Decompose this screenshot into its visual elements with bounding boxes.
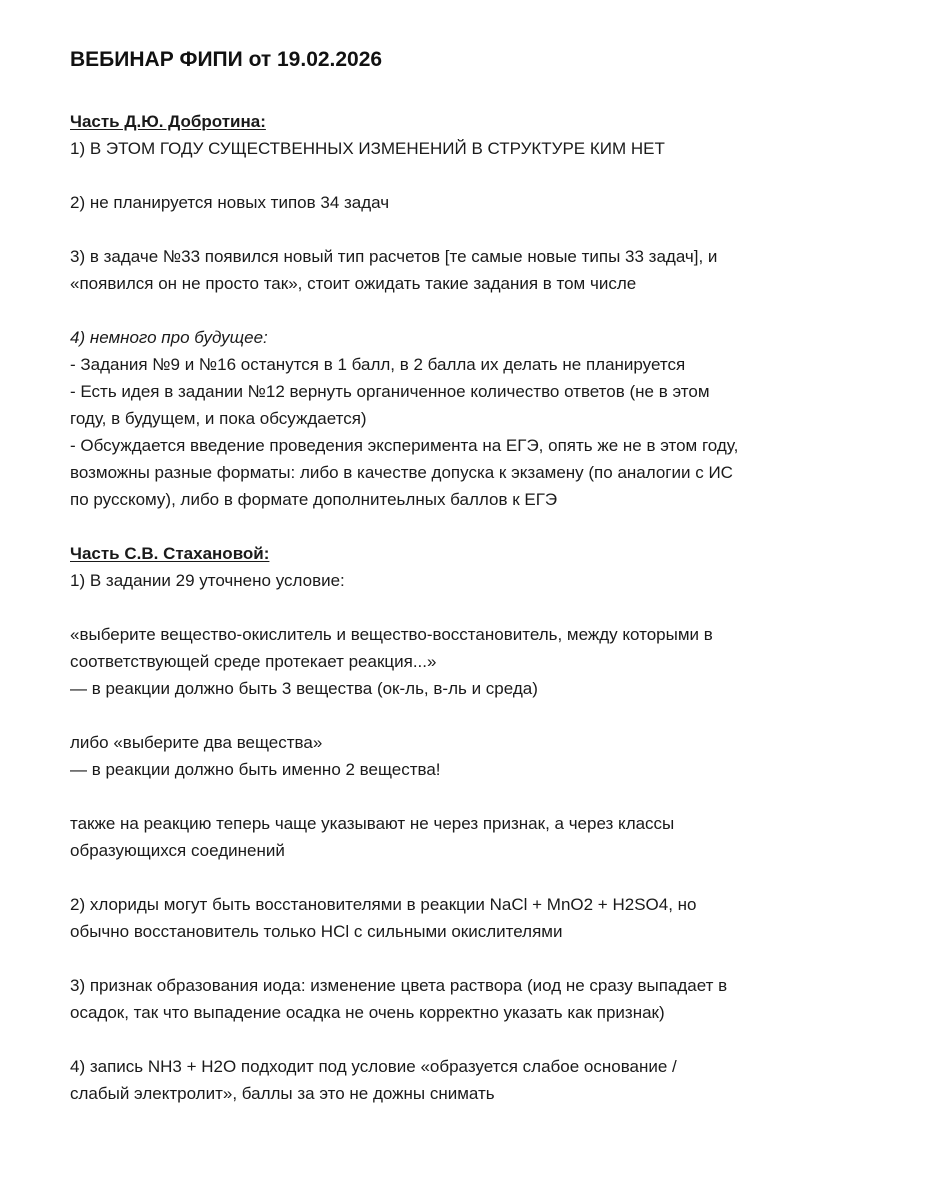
- list-item-continuation: году, в будущем, и пока обсуждается): [70, 409, 367, 428]
- spacer: [70, 945, 860, 972]
- section-heading-stakhanova: Часть С.В. Стахановой:: [70, 544, 270, 563]
- paragraph-line: обычно восстановитель только HCl с сильными окислителями: [70, 922, 563, 941]
- paragraph-line: — в реакции должно быть 3 вещества (ок-ль, в-ль и среда): [70, 679, 538, 698]
- paragraph: 2) не планируется новых типов 34 задач: [70, 193, 390, 212]
- spacer: [70, 297, 860, 324]
- spacer: [70, 216, 860, 243]
- spacer: [70, 783, 860, 810]
- list-item-continuation: возможны разные форматы: либо в качестве допуска к экзамену (по аналогии с ИС: [70, 463, 733, 482]
- paragraph-line: — в реакции должно быть именно 2 вещества!: [70, 760, 441, 779]
- paragraph-line: 3) признак образования иода: изменение цвета раствора (иод не сразу выпадает в: [70, 976, 728, 995]
- list-item: - Есть идея в задании №12 вернуть органиченное количество ответов (не в этом: [70, 382, 710, 401]
- paragraph-line: либо «выберите два вещества»: [70, 733, 323, 752]
- document-body: [70, 108, 860, 1107]
- quote-line: соответствующей среде протекает реакция...»: [70, 652, 437, 671]
- paragraph-line: 2) хлориды могут быть восстановителями в реакции NaCl + MnO2 + H2SO4, но: [70, 895, 697, 914]
- paragraph-line: «появился он не просто так», стоит ожидать такие задания в том числе: [70, 274, 637, 293]
- spacer: [70, 162, 860, 189]
- spacer: [70, 864, 860, 891]
- paragraph-line: также на реакцию теперь чаще указывают не через признак, а через классы: [70, 814, 675, 833]
- paragraph-line: осадок, так что выпадение осадка не очень корректно указать как признак): [70, 1003, 665, 1022]
- spacer: [70, 1026, 860, 1053]
- list-item-continuation: по русскому), либо в формате дополнитеьлных баллов к ЕГЭ: [70, 490, 558, 509]
- spacer: [70, 513, 860, 540]
- paragraph-line: 3) в задаче №33 появился новый тип расчетов [те самые новые типы 33 задач], и: [70, 247, 718, 266]
- spacer: [70, 702, 860, 729]
- document-title: ВЕБИНАР ФИПИ от 19.02.2026: [70, 48, 383, 71]
- paragraph: 1) В ЭТОМ ГОДУ СУЩЕСТВЕННЫХ ИЗМЕНЕНИЙ В СТРУКТУРЕ КИМ НЕТ: [70, 139, 665, 158]
- paragraph: 1) В задании 29 уточнено условие:: [70, 571, 345, 590]
- list-item: - Обсуждается введение проведения эксперимента на ЕГЭ, опять же не в этом году,: [70, 436, 739, 455]
- paragraph-line: образующихся соединений: [70, 841, 285, 860]
- section-heading-dobrotin: Часть Д.Ю. Добротина:: [70, 112, 266, 131]
- paragraph-line: слабый электролит», баллы за это не дожны снимать: [70, 1084, 495, 1103]
- subheading-future: 4) немного про будущее:: [70, 328, 268, 347]
- quote-line: «выберите вещество-окислитель и вещество-восстановитель, между которыми в: [70, 625, 713, 644]
- spacer: [70, 594, 860, 621]
- paragraph-line: 4) запись NH3 + H2O подходит под условие «образуется слабое основание /: [70, 1057, 677, 1076]
- list-item: - Задания №9 и №16 останутся в 1 балл, в 2 балла их делать не планируется: [70, 355, 686, 374]
